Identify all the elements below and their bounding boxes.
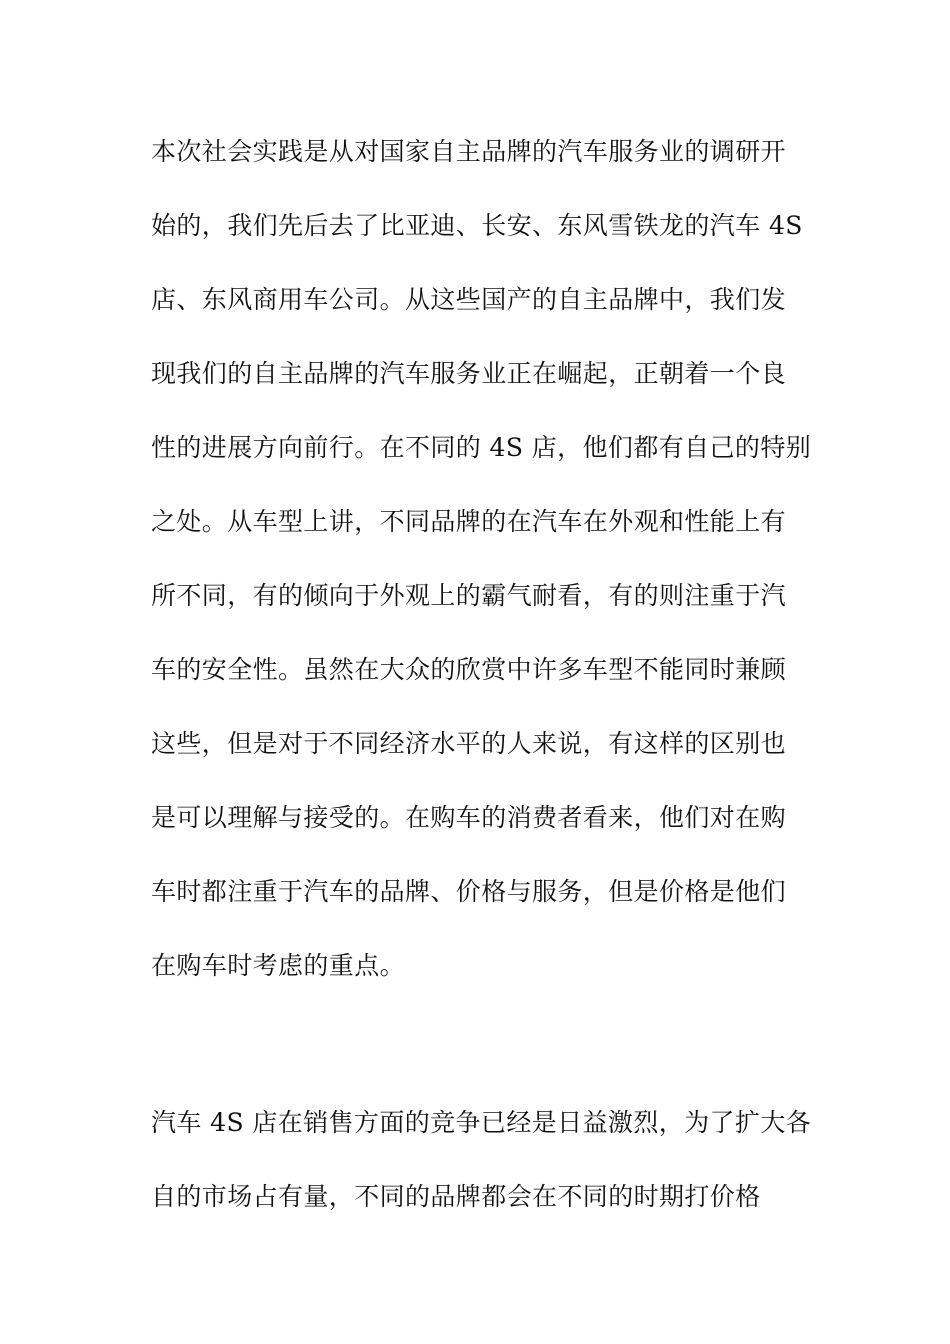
text-line: 始的，我们先后去了比亚迪、长安、东风雪铁龙的汽车 4S bbox=[151, 211, 803, 240]
text-line: 车时都注重于汽车的品牌、价格与服务，但是价格是他们 bbox=[151, 877, 787, 906]
text-line: 之处。从车型上讲，不同品牌的在汽车在外观和性能上有 bbox=[151, 507, 787, 536]
text-line: 店、东风商用车公司。从这些国产的自主品牌中，我们发 bbox=[151, 285, 787, 314]
text-line: 本次社会实践是从对国家自主品牌的汽车服务业的调研开 bbox=[151, 137, 787, 166]
text-line: 在购车时考虑的重点。 bbox=[151, 951, 406, 980]
text-line: 汽车 4S 店在销售方面的竞争已经是日益激烈，为了扩大各 bbox=[151, 1108, 812, 1137]
text-line: 自的市场占有量，不同的品牌都会在不同的时期打价格 bbox=[151, 1182, 761, 1211]
text-line: 这些，但是对于不同经济水平的人来说，有这样的区别也 bbox=[151, 729, 787, 758]
text-line: 性的进展方向前行。在不同的 4S 店，他们都有自己的特别 bbox=[151, 433, 812, 462]
text-line: 是可以理解与接受的。在购车的消费者看来，他们对在购 bbox=[151, 803, 787, 832]
text-line: 现我们的自主品牌的汽车服务业正在崛起，正朝着一个良 bbox=[151, 359, 787, 388]
text-line: 车的安全性。虽然在大众的欣赏中许多车型不能同时兼顾 bbox=[151, 655, 787, 684]
text-line: 所不同，有的倾向于外观上的霸气耐看，有的则注重于汽 bbox=[151, 581, 787, 610]
